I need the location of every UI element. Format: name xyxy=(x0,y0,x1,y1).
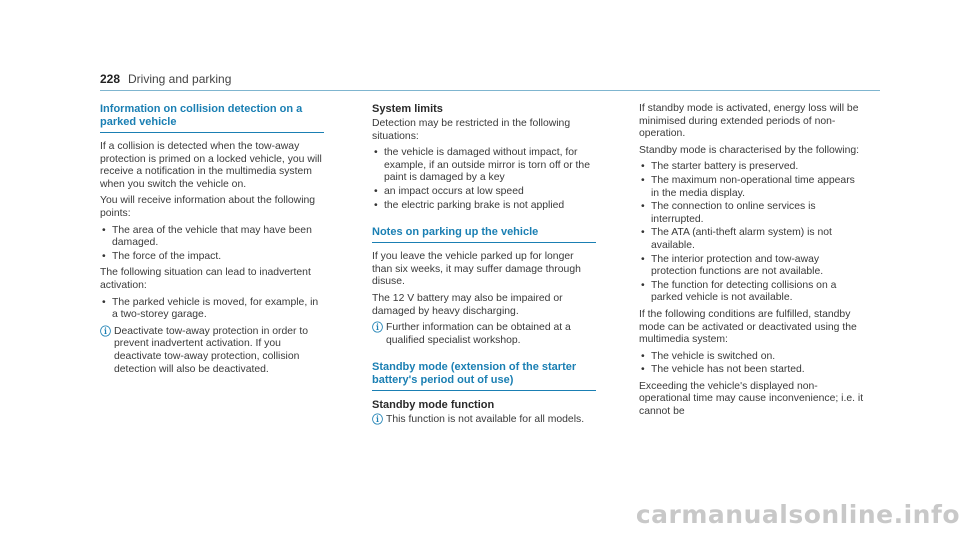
paragraph: Standby mode is characterised by the following: xyxy=(639,144,860,156)
header-divider xyxy=(100,90,880,91)
heading-standby-function: Standby mode function xyxy=(372,399,495,412)
list-item: • The vehicle is switched on. xyxy=(639,351,865,364)
list-item: • the vehicle is damaged without impact, for example, if an outside mirror is torn off or the paint is damaged by a key xyxy=(372,147,596,185)
note-text: This function is not available for all models. xyxy=(386,414,585,426)
paragraph: Detection may be restricted in the following situations: xyxy=(372,118,571,142)
section-title: Driving and parking xyxy=(128,72,232,86)
note-text: Further information can be obtained at a qualified specialist workshop. xyxy=(386,322,571,346)
list-item: • The function for detecting collisions on a parked vehicle is not available. xyxy=(639,280,865,305)
list-item: • The ATA (anti-theft alarm system) is not available. xyxy=(639,227,865,252)
note xyxy=(372,414,596,427)
list-item: • The starter battery is preserved. xyxy=(639,161,865,174)
column-2 xyxy=(372,103,596,431)
list-item: • The force of the impact. xyxy=(100,251,324,264)
list-item: • The vehicle has not been started. xyxy=(639,364,865,377)
heading-standby-mode: Standby mode (extension of the starter battery's period out of use) xyxy=(372,361,596,391)
info-note-icon: ⓘ xyxy=(100,325,111,338)
heading-collision-detection: Information on collision detection on a parked vehicle xyxy=(100,103,324,133)
paragraph: The 12 V battery may also be impaired or damaged by heavy discharging. xyxy=(372,292,563,317)
paragraph: You will receive information about the following points: xyxy=(100,195,316,219)
paragraph: If standby mode is activated, energy loss will be minimised during extended periods of non-operation. xyxy=(639,103,859,140)
watermark: carmanualsonline.info xyxy=(635,500,960,529)
info-note-icon: ⓘ xyxy=(372,322,383,335)
list-item: • The interior protection and tow-away protection functions are not available. xyxy=(639,254,865,279)
paragraph: If a collision is detected when the tow-away protection is primed on a locked vehicle, you will receive a notification in the multimedia system when you switch the vehicle on. xyxy=(100,141,322,190)
bullet-list xyxy=(639,351,865,377)
list-item: • The parked vehicle is moved, for example, in a two-storey garage. xyxy=(100,297,324,322)
heading-system-limits: System limits xyxy=(372,103,443,115)
column-1 xyxy=(100,103,324,380)
page-header xyxy=(100,70,880,90)
bullet-list xyxy=(372,147,596,212)
note xyxy=(372,322,596,347)
bullet-list xyxy=(639,161,865,305)
paragraph: If the following conditions are fulfilled, standby mode can be activated or deactivated using the multimedia system: xyxy=(639,308,857,346)
list-item: • an impact occurs at low speed xyxy=(372,186,596,199)
paragraph: Exceeding the vehicle's displayed non-operational time may cause inconvenience; i.e. it cannot be xyxy=(639,380,864,418)
list-item: • The connection to online services is interrupted. xyxy=(639,201,865,226)
bullet-list xyxy=(100,297,324,322)
paragraph: If you leave the vehicle parked up for longer than six weeks, it may suffer damage through disuse. xyxy=(372,251,581,288)
heading-parking-up: Notes on parking up the vehicle xyxy=(372,226,596,243)
list-item: • The area of the vehicle that may have been damaged. xyxy=(100,225,324,250)
info-note-icon: ⓘ xyxy=(372,414,383,427)
paragraph: The following situation can lead to inadvertent activation: xyxy=(100,267,311,291)
note-text: Deactivate tow-away protection in order to prevent inadvertent activation. If you deactivate tow-away protection, collision detection will also be deactivated. xyxy=(114,325,309,375)
page-number: 228 xyxy=(100,72,121,86)
note xyxy=(100,326,324,376)
list-item: • the electric parking brake is not applied xyxy=(372,200,596,213)
column-3 xyxy=(639,103,865,423)
bullet-list xyxy=(100,225,324,264)
list-item: • The maximum non-operational time appears in the media display. xyxy=(639,175,865,200)
